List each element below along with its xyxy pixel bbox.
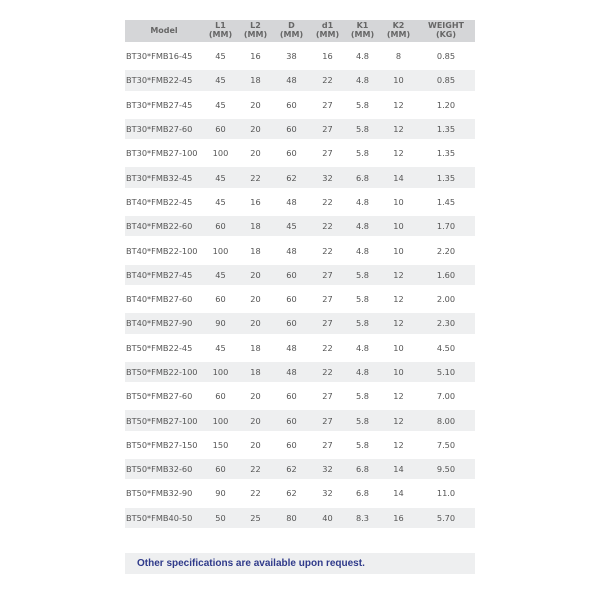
cell-model: BT40*FMB22-60 bbox=[125, 216, 203, 236]
cell-weight: 11.0 bbox=[436, 488, 456, 499]
cell-d1: 22 bbox=[310, 362, 345, 382]
table-row bbox=[125, 338, 475, 358]
cell-k1: 4.8 bbox=[345, 70, 380, 90]
cell-l2: 18 bbox=[238, 362, 273, 382]
cell-l1: 45 bbox=[203, 70, 238, 90]
cell-l1: 45 bbox=[215, 51, 226, 62]
col-header-l1: L1 (MM) bbox=[203, 20, 238, 42]
cell-weight: 2.20 bbox=[436, 245, 456, 256]
cell-k2: 14 bbox=[380, 167, 417, 187]
table-row bbox=[125, 265, 475, 285]
cell-d: 80 bbox=[273, 508, 310, 528]
cell-l2: 22 bbox=[238, 459, 273, 479]
cell-l1: 45 bbox=[215, 196, 226, 207]
cell-l1: 60 bbox=[203, 216, 238, 236]
cell-l2: 20 bbox=[250, 439, 261, 450]
cell-model: BT30*FMB27-100 bbox=[126, 148, 198, 159]
cell-k1: 4.8 bbox=[345, 362, 380, 382]
cell-model: BT50*FMB22-100 bbox=[125, 362, 203, 382]
cell-k2: 12 bbox=[393, 439, 404, 450]
cell-weight: 0.85 bbox=[417, 70, 475, 90]
cell-weight: 2.30 bbox=[417, 313, 475, 333]
cell-d: 60 bbox=[286, 99, 297, 110]
cell-d: 38 bbox=[286, 51, 297, 62]
cell-k1: 4.8 bbox=[355, 51, 370, 62]
cell-k2: 8 bbox=[395, 51, 402, 62]
cell-d: 62 bbox=[273, 459, 310, 479]
cell-l1: 45 bbox=[215, 99, 226, 110]
table-row bbox=[125, 459, 475, 479]
cell-d1: 22 bbox=[322, 196, 333, 207]
cell-weight: 1.60 bbox=[417, 265, 475, 285]
cell-k2: 10 bbox=[393, 342, 404, 353]
table-row bbox=[125, 46, 475, 66]
cell-model: BT40*FMB27-90 bbox=[125, 313, 203, 333]
cell-d: 60 bbox=[273, 265, 310, 285]
cell-k2: 12 bbox=[380, 265, 417, 285]
cell-d: 48 bbox=[286, 245, 297, 256]
table-header-row bbox=[125, 20, 475, 42]
cell-k1: 5.8 bbox=[345, 119, 380, 139]
table-row bbox=[125, 435, 475, 455]
cell-k2: 10 bbox=[393, 196, 404, 207]
cell-l1: 60 bbox=[203, 459, 238, 479]
cell-d1: 32 bbox=[310, 459, 345, 479]
cell-weight: 7.00 bbox=[436, 391, 456, 402]
cell-k1: 4.8 bbox=[355, 342, 370, 353]
cell-l1: 100 bbox=[203, 362, 238, 382]
cell-l2: 20 bbox=[238, 313, 273, 333]
cell-d1: 22 bbox=[322, 245, 333, 256]
table-row bbox=[125, 289, 475, 309]
cell-d: 48 bbox=[273, 70, 310, 90]
cell-l2: 20 bbox=[250, 294, 261, 305]
table-row bbox=[125, 216, 475, 236]
cell-l2: 18 bbox=[238, 216, 273, 236]
cell-k1: 5.8 bbox=[355, 148, 370, 159]
cell-l1: 150 bbox=[212, 439, 229, 450]
cell-l1: 60 bbox=[215, 294, 226, 305]
col-header-k1: K1 (MM) bbox=[345, 20, 380, 42]
cell-k1: 8.3 bbox=[345, 508, 380, 528]
cell-k1: 4.8 bbox=[345, 216, 380, 236]
cell-l2: 18 bbox=[250, 245, 261, 256]
cell-d: 45 bbox=[273, 216, 310, 236]
cell-d1: 27 bbox=[322, 439, 333, 450]
cell-k1: 5.8 bbox=[355, 439, 370, 450]
cell-d1: 40 bbox=[310, 508, 345, 528]
cell-k1: 6.8 bbox=[345, 459, 380, 479]
cell-l2: 18 bbox=[238, 70, 273, 90]
table-row bbox=[125, 143, 475, 163]
col-header-weight: WEIGHT (KG) bbox=[417, 20, 475, 42]
cell-k2: 14 bbox=[380, 459, 417, 479]
cell-k1: 4.8 bbox=[355, 196, 370, 207]
cell-l2: 20 bbox=[250, 391, 261, 402]
cell-model: BT30*FMB32-45 bbox=[125, 167, 203, 187]
cell-weight: 9.50 bbox=[417, 459, 475, 479]
cell-k1: 4.8 bbox=[355, 245, 370, 256]
cell-d: 60 bbox=[286, 391, 297, 402]
cell-k2: 16 bbox=[380, 508, 417, 528]
table-row bbox=[125, 119, 475, 139]
footer-note: Other specifications are available upon request. bbox=[125, 553, 475, 574]
cell-model: BT40*FMB27-45 bbox=[125, 265, 203, 285]
table-row bbox=[125, 483, 475, 503]
cell-d: 48 bbox=[286, 342, 297, 353]
cell-l1: 45 bbox=[203, 265, 238, 285]
cell-k2: 10 bbox=[380, 70, 417, 90]
cell-k2: 12 bbox=[393, 391, 404, 402]
cell-l2: 20 bbox=[250, 99, 261, 110]
cell-weight: 5.10 bbox=[417, 362, 475, 382]
cell-d1: 16 bbox=[322, 51, 333, 62]
cell-weight: 1.35 bbox=[436, 148, 456, 159]
cell-l2: 25 bbox=[238, 508, 273, 528]
cell-model: BT40*FMB22-100 bbox=[126, 245, 198, 256]
cell-model: BT30*FMB16-45 bbox=[126, 51, 193, 62]
table-row bbox=[125, 410, 475, 430]
table-row bbox=[125, 95, 475, 115]
cell-d: 60 bbox=[286, 148, 297, 159]
cell-l2: 22 bbox=[238, 167, 273, 187]
cell-l1: 50 bbox=[203, 508, 238, 528]
cell-weight: 0.85 bbox=[436, 51, 456, 62]
cell-d: 60 bbox=[273, 410, 310, 430]
cell-d1: 27 bbox=[310, 265, 345, 285]
cell-d: 60 bbox=[273, 119, 310, 139]
cell-d: 48 bbox=[273, 362, 310, 382]
cell-weight: 5.70 bbox=[417, 508, 475, 528]
cell-weight: 1.35 bbox=[417, 167, 475, 187]
table-body bbox=[125, 46, 475, 528]
cell-l1: 60 bbox=[203, 119, 238, 139]
cell-model: BT50*FMB40-50 bbox=[125, 508, 203, 528]
table-row bbox=[125, 167, 475, 187]
cell-model: BT50*FMB32-90 bbox=[126, 488, 193, 499]
cell-k2: 12 bbox=[380, 313, 417, 333]
col-header-d1: d1 (MM) bbox=[310, 20, 345, 42]
cell-d1: 27 bbox=[322, 391, 333, 402]
col-header-d: D (MM) bbox=[273, 20, 310, 42]
cell-d: 60 bbox=[273, 313, 310, 333]
table-row bbox=[125, 70, 475, 90]
cell-d: 62 bbox=[273, 167, 310, 187]
cell-d1: 22 bbox=[322, 342, 333, 353]
cell-l1: 90 bbox=[215, 488, 226, 499]
cell-d1: 22 bbox=[310, 70, 345, 90]
cell-k2: 12 bbox=[380, 410, 417, 430]
cell-d1: 27 bbox=[310, 119, 345, 139]
table-row bbox=[125, 240, 475, 260]
cell-model: BT50*FMB22-45 bbox=[126, 342, 193, 353]
cell-d1: 27 bbox=[310, 313, 345, 333]
cell-k1: 5.8 bbox=[345, 313, 380, 333]
cell-model: BT50*FMB27-60 bbox=[126, 391, 193, 402]
cell-k1: 5.8 bbox=[355, 99, 370, 110]
table-row bbox=[125, 386, 475, 406]
spec-table bbox=[125, 16, 475, 532]
cell-weight: 1.70 bbox=[417, 216, 475, 236]
cell-k1: 6.8 bbox=[355, 488, 370, 499]
cell-d: 60 bbox=[286, 439, 297, 450]
cell-l2: 16 bbox=[250, 196, 261, 207]
cell-model: BT30*FMB27-60 bbox=[125, 119, 203, 139]
col-header-l2: L2 (MM) bbox=[238, 20, 273, 42]
cell-d: 62 bbox=[286, 488, 297, 499]
cell-weight: 2.00 bbox=[436, 294, 456, 305]
cell-model: BT50*FMB32-60 bbox=[125, 459, 203, 479]
col-header-model: Model bbox=[125, 20, 203, 42]
cell-d: 60 bbox=[286, 294, 297, 305]
cell-l1: 100 bbox=[212, 148, 229, 159]
cell-model: BT40*FMB22-45 bbox=[126, 196, 193, 207]
cell-model: BT30*FMB27-45 bbox=[126, 99, 193, 110]
cell-weight: 4.50 bbox=[436, 342, 456, 353]
cell-l2: 18 bbox=[250, 342, 261, 353]
cell-k2: 12 bbox=[393, 294, 404, 305]
col-header-k2: K2 (MM) bbox=[380, 20, 417, 42]
cell-d1: 32 bbox=[310, 167, 345, 187]
cell-d: 48 bbox=[286, 196, 297, 207]
cell-l2: 20 bbox=[238, 119, 273, 139]
table-row bbox=[125, 508, 475, 528]
cell-l1: 100 bbox=[203, 410, 238, 430]
cell-weight: 1.35 bbox=[417, 119, 475, 139]
cell-l1: 90 bbox=[203, 313, 238, 333]
cell-k1: 5.8 bbox=[345, 265, 380, 285]
cell-l2: 22 bbox=[250, 488, 261, 499]
cell-l1: 100 bbox=[212, 245, 229, 256]
cell-d1: 27 bbox=[322, 99, 333, 110]
table-row bbox=[125, 313, 475, 333]
cell-model: BT40*FMB27-60 bbox=[126, 294, 193, 305]
cell-l2: 20 bbox=[238, 265, 273, 285]
cell-model: BT30*FMB22-45 bbox=[125, 70, 203, 90]
cell-k2: 14 bbox=[393, 488, 404, 499]
cell-weight: 7.50 bbox=[436, 439, 456, 450]
cell-k2: 10 bbox=[380, 216, 417, 236]
cell-model: BT50*FMB27-150 bbox=[126, 439, 198, 450]
cell-k1: 5.8 bbox=[355, 391, 370, 402]
cell-l1: 45 bbox=[215, 342, 226, 353]
cell-k2: 12 bbox=[380, 119, 417, 139]
cell-k2: 12 bbox=[393, 148, 404, 159]
cell-weight: 1.20 bbox=[436, 99, 456, 110]
cell-l2: 20 bbox=[250, 148, 261, 159]
cell-l2: 16 bbox=[250, 51, 261, 62]
cell-d1: 27 bbox=[310, 410, 345, 430]
table-row bbox=[125, 362, 475, 382]
cell-d1: 32 bbox=[322, 488, 333, 499]
cell-d1: 22 bbox=[310, 216, 345, 236]
cell-model: BT50*FMB27-100 bbox=[125, 410, 203, 430]
cell-l1: 60 bbox=[215, 391, 226, 402]
cell-d1: 27 bbox=[322, 294, 333, 305]
cell-d1: 27 bbox=[322, 148, 333, 159]
cell-k2: 12 bbox=[393, 99, 404, 110]
cell-weight: 8.00 bbox=[417, 410, 475, 430]
cell-k2: 10 bbox=[393, 245, 404, 256]
cell-k1: 5.8 bbox=[345, 410, 380, 430]
cell-l1: 45 bbox=[203, 167, 238, 187]
cell-l2: 20 bbox=[238, 410, 273, 430]
table-row bbox=[125, 192, 475, 212]
cell-k1: 5.8 bbox=[355, 294, 370, 305]
cell-k2: 10 bbox=[380, 362, 417, 382]
cell-k1: 6.8 bbox=[345, 167, 380, 187]
cell-weight: 1.45 bbox=[436, 196, 456, 207]
